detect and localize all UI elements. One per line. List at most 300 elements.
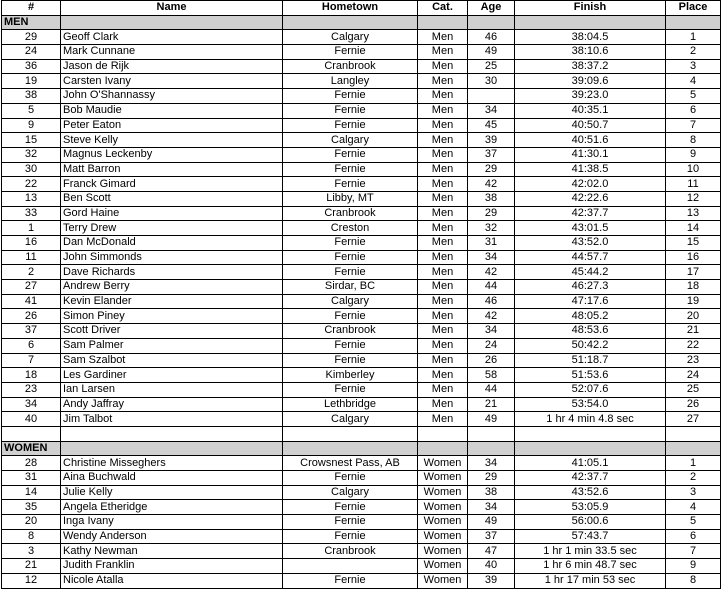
cell-place: 2 xyxy=(666,471,721,486)
cell-bib: 11 xyxy=(2,250,61,265)
cell-name: Christine Misseghers xyxy=(61,456,283,471)
cell-hometown: Langley xyxy=(283,74,418,89)
table-row xyxy=(2,162,721,177)
cell-age: 30 xyxy=(468,74,515,89)
cell-name: Andrew Berry xyxy=(61,280,283,295)
cell-category: Women xyxy=(418,456,468,471)
cell-age: 49 xyxy=(468,45,515,60)
section-empty-cell xyxy=(468,441,515,456)
cell-name: Wendy Anderson xyxy=(61,529,283,544)
cell-name: Bob Maudie xyxy=(61,103,283,118)
header-row xyxy=(2,1,721,16)
cell-category: Men xyxy=(418,265,468,280)
spacer-cell xyxy=(61,426,283,441)
cell-bib: 19 xyxy=(2,74,61,89)
cell-place: 7 xyxy=(666,118,721,133)
cell-name: John O'Shannassy xyxy=(61,89,283,104)
cell-hometown: Fernie xyxy=(283,529,418,544)
cell-name: Scott Driver xyxy=(61,324,283,339)
cell-bib: 21 xyxy=(2,559,61,574)
cell-bib: 33 xyxy=(2,206,61,221)
cell-category: Men xyxy=(418,294,468,309)
cell-place: 1 xyxy=(666,30,721,45)
cell-finish: 42:22.6 xyxy=(515,191,666,206)
cell-bib: 22 xyxy=(2,177,61,192)
cell-age: 25 xyxy=(468,59,515,74)
cell-place: 4 xyxy=(666,74,721,89)
cell-age: 21 xyxy=(468,397,515,412)
cell-place: 9 xyxy=(666,147,721,162)
cell-category: Women xyxy=(418,544,468,559)
cell-age: 38 xyxy=(468,191,515,206)
cell-place: 21 xyxy=(666,324,721,339)
cell-name: Dan McDonald xyxy=(61,236,283,251)
cell-name: Jim Talbot xyxy=(61,412,283,427)
cell-place: 5 xyxy=(666,89,721,104)
cell-category: Women xyxy=(418,485,468,500)
cell-place: 2 xyxy=(666,45,721,60)
cell-bib: 41 xyxy=(2,294,61,309)
cell-finish: 57:43.7 xyxy=(515,529,666,544)
cell-name: Simon Piney xyxy=(61,309,283,324)
cell-finish: 40:51.6 xyxy=(515,133,666,148)
cell-finish: 51:53.6 xyxy=(515,368,666,383)
cell-category: Men xyxy=(418,221,468,236)
table-row xyxy=(2,412,721,427)
cell-age: 29 xyxy=(468,162,515,177)
cell-hometown: Creston xyxy=(283,221,418,236)
header-finish: Finish xyxy=(515,1,666,16)
cell-finish: 39:09.6 xyxy=(515,74,666,89)
cell-finish: 38:10.6 xyxy=(515,45,666,60)
section-empty-cell xyxy=(418,15,468,30)
cell-age: 42 xyxy=(468,177,515,192)
cell-name: Les Gardiner xyxy=(61,368,283,383)
cell-age: 39 xyxy=(468,573,515,588)
cell-bib: 8 xyxy=(2,529,61,544)
header-name: Name xyxy=(61,1,283,16)
cell-category: Men xyxy=(418,338,468,353)
table-row xyxy=(2,265,721,280)
cell-age: 42 xyxy=(468,309,515,324)
cell-place: 17 xyxy=(666,265,721,280)
section-empty-cell xyxy=(283,441,418,456)
cell-age: 26 xyxy=(468,353,515,368)
cell-place: 24 xyxy=(666,368,721,383)
cell-finish: 1 hr 6 min 48.7 sec xyxy=(515,559,666,574)
cell-finish: 43:52.0 xyxy=(515,236,666,251)
table-row xyxy=(2,294,721,309)
cell-hometown: Cranbrook xyxy=(283,206,418,221)
section-empty-cell xyxy=(468,15,515,30)
cell-age: 40 xyxy=(468,559,515,574)
cell-bib: 5 xyxy=(2,103,61,118)
table-row xyxy=(2,559,721,574)
cell-category: Men xyxy=(418,118,468,133)
cell-category: Men xyxy=(418,89,468,104)
cell-bib: 23 xyxy=(2,382,61,397)
cell-category: Men xyxy=(418,382,468,397)
cell-hometown: Fernie xyxy=(283,250,418,265)
section-empty-cell xyxy=(61,441,283,456)
cell-hometown: Kimberley xyxy=(283,368,418,383)
table-row xyxy=(2,147,721,162)
cell-name: Matt Barron xyxy=(61,162,283,177)
cell-hometown: Cranbrook xyxy=(283,324,418,339)
cell-hometown: Fernie xyxy=(283,118,418,133)
cell-bib: 34 xyxy=(2,397,61,412)
cell-name: Sam Szalbot xyxy=(61,353,283,368)
spacer-cell xyxy=(2,426,61,441)
cell-category: Women xyxy=(418,471,468,486)
cell-category: Men xyxy=(418,280,468,295)
cell-name: Ben Scott xyxy=(61,191,283,206)
cell-hometown: Fernie xyxy=(283,103,418,118)
table-row xyxy=(2,74,721,89)
cell-category: Men xyxy=(418,59,468,74)
cell-finish: 50:42.2 xyxy=(515,338,666,353)
cell-place: 7 xyxy=(666,544,721,559)
cell-category: Men xyxy=(418,177,468,192)
table-row xyxy=(2,309,721,324)
table-row xyxy=(2,515,721,530)
cell-bib: 1 xyxy=(2,221,61,236)
cell-finish: 42:02.0 xyxy=(515,177,666,192)
section-empty-cell xyxy=(61,15,283,30)
cell-age: 58 xyxy=(468,368,515,383)
cell-bib: 31 xyxy=(2,471,61,486)
cell-hometown: Cranbrook xyxy=(283,544,418,559)
cell-category: Women xyxy=(418,529,468,544)
cell-finish: 53:54.0 xyxy=(515,397,666,412)
cell-name: Julie Kelly xyxy=(61,485,283,500)
cell-age: 34 xyxy=(468,500,515,515)
cell-place: 22 xyxy=(666,338,721,353)
table-row xyxy=(2,250,721,265)
cell-bib: 27 xyxy=(2,280,61,295)
cell-category: Men xyxy=(418,236,468,251)
cell-age: 46 xyxy=(468,294,515,309)
cell-name: Gord Haine xyxy=(61,206,283,221)
cell-category: Men xyxy=(418,324,468,339)
cell-name: Ian Larsen xyxy=(61,382,283,397)
cell-place: 16 xyxy=(666,250,721,265)
table-body xyxy=(2,15,721,588)
cell-bib: 9 xyxy=(2,118,61,133)
cell-bib: 14 xyxy=(2,485,61,500)
cell-age: 39 xyxy=(468,133,515,148)
section-header-row xyxy=(2,15,721,30)
cell-place: 12 xyxy=(666,191,721,206)
cell-finish: 56:00.6 xyxy=(515,515,666,530)
cell-name: Inga Ivany xyxy=(61,515,283,530)
cell-place: 26 xyxy=(666,397,721,412)
table-row xyxy=(2,45,721,60)
cell-finish: 40:50.7 xyxy=(515,118,666,133)
cell-finish: 48:53.6 xyxy=(515,324,666,339)
cell-finish: 43:52.6 xyxy=(515,485,666,500)
cell-bib: 3 xyxy=(2,544,61,559)
cell-place: 4 xyxy=(666,500,721,515)
cell-finish: 45:44.2 xyxy=(515,265,666,280)
cell-hometown: Fernie xyxy=(283,147,418,162)
cell-bib: 2 xyxy=(2,265,61,280)
cell-age: 34 xyxy=(468,324,515,339)
cell-age: 34 xyxy=(468,250,515,265)
table-row xyxy=(2,118,721,133)
cell-age: 49 xyxy=(468,412,515,427)
cell-name: Sam Palmer xyxy=(61,338,283,353)
header-bib: # xyxy=(2,1,61,16)
cell-bib: 15 xyxy=(2,133,61,148)
cell-name: Kathy Newman xyxy=(61,544,283,559)
cell-hometown: Fernie xyxy=(283,265,418,280)
cell-hometown: Calgary xyxy=(283,412,418,427)
cell-category: Men xyxy=(418,45,468,60)
spacer-cell xyxy=(283,426,418,441)
cell-finish: 44:57.7 xyxy=(515,250,666,265)
table-row xyxy=(2,280,721,295)
table-row xyxy=(2,368,721,383)
cell-hometown: Libby, MT xyxy=(283,191,418,206)
cell-bib: 30 xyxy=(2,162,61,177)
cell-name: Magnus Leckenby xyxy=(61,147,283,162)
cell-place: 15 xyxy=(666,236,721,251)
table-row xyxy=(2,59,721,74)
cell-hometown: Fernie xyxy=(283,471,418,486)
cell-category: Men xyxy=(418,133,468,148)
cell-category: Women xyxy=(418,515,468,530)
cell-bib: 36 xyxy=(2,59,61,74)
cell-bib: 13 xyxy=(2,191,61,206)
cell-place: 8 xyxy=(666,133,721,148)
cell-place: 11 xyxy=(666,177,721,192)
cell-place: 18 xyxy=(666,280,721,295)
cell-bib: 35 xyxy=(2,500,61,515)
cell-name: Nicole Atalla xyxy=(61,573,283,588)
cell-finish: 43:01.5 xyxy=(515,221,666,236)
cell-place: 19 xyxy=(666,294,721,309)
section-empty-cell xyxy=(418,441,468,456)
table-row xyxy=(2,133,721,148)
cell-bib: 16 xyxy=(2,236,61,251)
cell-category: Women xyxy=(418,500,468,515)
cell-finish: 46:27.3 xyxy=(515,280,666,295)
cell-bib: 7 xyxy=(2,353,61,368)
table-row xyxy=(2,89,721,104)
cell-category: Men xyxy=(418,412,468,427)
cell-hometown: Cranbrook xyxy=(283,59,418,74)
table-row xyxy=(2,103,721,118)
cell-age: 49 xyxy=(468,515,515,530)
cell-bib: 26 xyxy=(2,309,61,324)
cell-hometown: Fernie xyxy=(283,177,418,192)
cell-place: 9 xyxy=(666,559,721,574)
cell-category: Men xyxy=(418,250,468,265)
cell-place: 27 xyxy=(666,412,721,427)
cell-bib: 20 xyxy=(2,515,61,530)
cell-place: 25 xyxy=(666,382,721,397)
cell-name: Judith Franklin xyxy=(61,559,283,574)
cell-name: Geoff Clark xyxy=(61,30,283,45)
cell-hometown: Fernie xyxy=(283,162,418,177)
cell-age: 44 xyxy=(468,382,515,397)
cell-bib: 12 xyxy=(2,573,61,588)
cell-place: 1 xyxy=(666,456,721,471)
cell-age: 44 xyxy=(468,280,515,295)
cell-category: Men xyxy=(418,309,468,324)
cell-bib: 18 xyxy=(2,368,61,383)
cell-category: Men xyxy=(418,191,468,206)
cell-name: John Simmonds xyxy=(61,250,283,265)
cell-name: Aina Buchwald xyxy=(61,471,283,486)
cell-category: Men xyxy=(418,147,468,162)
cell-age: 24 xyxy=(468,338,515,353)
table-row xyxy=(2,456,721,471)
cell-finish: 41:30.1 xyxy=(515,147,666,162)
cell-hometown: Fernie xyxy=(283,500,418,515)
cell-age: 37 xyxy=(468,147,515,162)
table-row xyxy=(2,353,721,368)
cell-name: Franck Gimard xyxy=(61,177,283,192)
cell-bib: 29 xyxy=(2,30,61,45)
cell-finish: 40:35.1 xyxy=(515,103,666,118)
cell-category: Men xyxy=(418,368,468,383)
cell-age: 29 xyxy=(468,471,515,486)
cell-hometown: Fernie xyxy=(283,382,418,397)
cell-name: Angela Etheridge xyxy=(61,500,283,515)
table-row xyxy=(2,30,721,45)
cell-bib: 32 xyxy=(2,147,61,162)
table-row xyxy=(2,573,721,588)
cell-name: Carsten Ivany xyxy=(61,74,283,89)
section-title: WOMEN xyxy=(2,441,61,456)
table-header xyxy=(2,1,721,16)
cell-hometown: Calgary xyxy=(283,133,418,148)
cell-category: Men xyxy=(418,74,468,89)
cell-place: 5 xyxy=(666,515,721,530)
cell-hometown: Fernie xyxy=(283,573,418,588)
section-empty-cell xyxy=(515,15,666,30)
table-row xyxy=(2,500,721,515)
cell-place: 23 xyxy=(666,353,721,368)
table-row xyxy=(2,236,721,251)
table-row xyxy=(2,529,721,544)
table-row xyxy=(2,221,721,236)
cell-hometown: Calgary xyxy=(283,294,418,309)
cell-age: 29 xyxy=(468,206,515,221)
cell-name: Kevin Elander xyxy=(61,294,283,309)
cell-bib: 6 xyxy=(2,338,61,353)
cell-category: Men xyxy=(418,353,468,368)
cell-finish: 1 hr 1 min 33.5 sec xyxy=(515,544,666,559)
cell-age: 34 xyxy=(468,103,515,118)
cell-name: Mark Cunnane xyxy=(61,45,283,60)
cell-bib: 28 xyxy=(2,456,61,471)
section-title: MEN xyxy=(2,15,61,30)
cell-age: 47 xyxy=(468,544,515,559)
cell-name: Dave Richards xyxy=(61,265,283,280)
cell-bib: 24 xyxy=(2,45,61,60)
cell-hometown: Calgary xyxy=(283,30,418,45)
cell-hometown: Fernie xyxy=(283,515,418,530)
results-table xyxy=(1,0,721,589)
cell-finish: 53:05.9 xyxy=(515,500,666,515)
cell-age: 34 xyxy=(468,456,515,471)
cell-finish: 52:07.6 xyxy=(515,382,666,397)
cell-place: 6 xyxy=(666,103,721,118)
cell-place: 3 xyxy=(666,485,721,500)
header-hometown: Hometown xyxy=(283,1,418,16)
cell-hometown: Crowsnest Pass, AB xyxy=(283,456,418,471)
section-empty-cell xyxy=(515,441,666,456)
header-place: Place xyxy=(666,1,721,16)
header-age: Age xyxy=(468,1,515,16)
cell-finish: 48:05.2 xyxy=(515,309,666,324)
cell-finish: 42:37.7 xyxy=(515,471,666,486)
cell-hometown: Calgary xyxy=(283,485,418,500)
table-row xyxy=(2,471,721,486)
cell-category: Women xyxy=(418,573,468,588)
cell-finish: 39:23.0 xyxy=(515,89,666,104)
cell-bib: 37 xyxy=(2,324,61,339)
cell-name: Terry Drew xyxy=(61,221,283,236)
cell-place: 20 xyxy=(666,309,721,324)
table-row xyxy=(2,544,721,559)
cell-finish: 38:04.5 xyxy=(515,30,666,45)
table-row xyxy=(2,324,721,339)
cell-hometown: Fernie xyxy=(283,353,418,368)
cell-bib: 40 xyxy=(2,412,61,427)
section-header-row xyxy=(2,441,721,456)
cell-bib: 38 xyxy=(2,89,61,104)
cell-hometown: Lethbridge xyxy=(283,397,418,412)
cell-hometown: Fernie xyxy=(283,89,418,104)
cell-place: 14 xyxy=(666,221,721,236)
cell-finish: 41:05.1 xyxy=(515,456,666,471)
cell-hometown: Sirdar, BC xyxy=(283,280,418,295)
cell-finish: 41:38.5 xyxy=(515,162,666,177)
table-row xyxy=(2,338,721,353)
cell-category: Women xyxy=(418,559,468,574)
spacer-cell xyxy=(666,426,721,441)
cell-place: 6 xyxy=(666,529,721,544)
cell-finish: 38:37.2 xyxy=(515,59,666,74)
cell-hometown: Fernie xyxy=(283,309,418,324)
table-row xyxy=(2,191,721,206)
cell-finish: 42:37.7 xyxy=(515,206,666,221)
cell-age: 45 xyxy=(468,118,515,133)
cell-hometown xyxy=(283,559,418,574)
cell-age: 31 xyxy=(468,236,515,251)
cell-category: Men xyxy=(418,206,468,221)
spacer-cell xyxy=(468,426,515,441)
cell-hometown: Fernie xyxy=(283,338,418,353)
table-row xyxy=(2,206,721,221)
cell-place: 3 xyxy=(666,59,721,74)
table-row xyxy=(2,485,721,500)
cell-age: 38 xyxy=(468,485,515,500)
spacer-row xyxy=(2,426,721,441)
table-row xyxy=(2,397,721,412)
table-row xyxy=(2,177,721,192)
cell-category: Men xyxy=(418,103,468,118)
cell-finish: 47:17.6 xyxy=(515,294,666,309)
cell-finish: 1 hr 4 min 4.8 sec xyxy=(515,412,666,427)
cell-hometown: Fernie xyxy=(283,45,418,60)
cell-age: 37 xyxy=(468,529,515,544)
spacer-cell xyxy=(515,426,666,441)
